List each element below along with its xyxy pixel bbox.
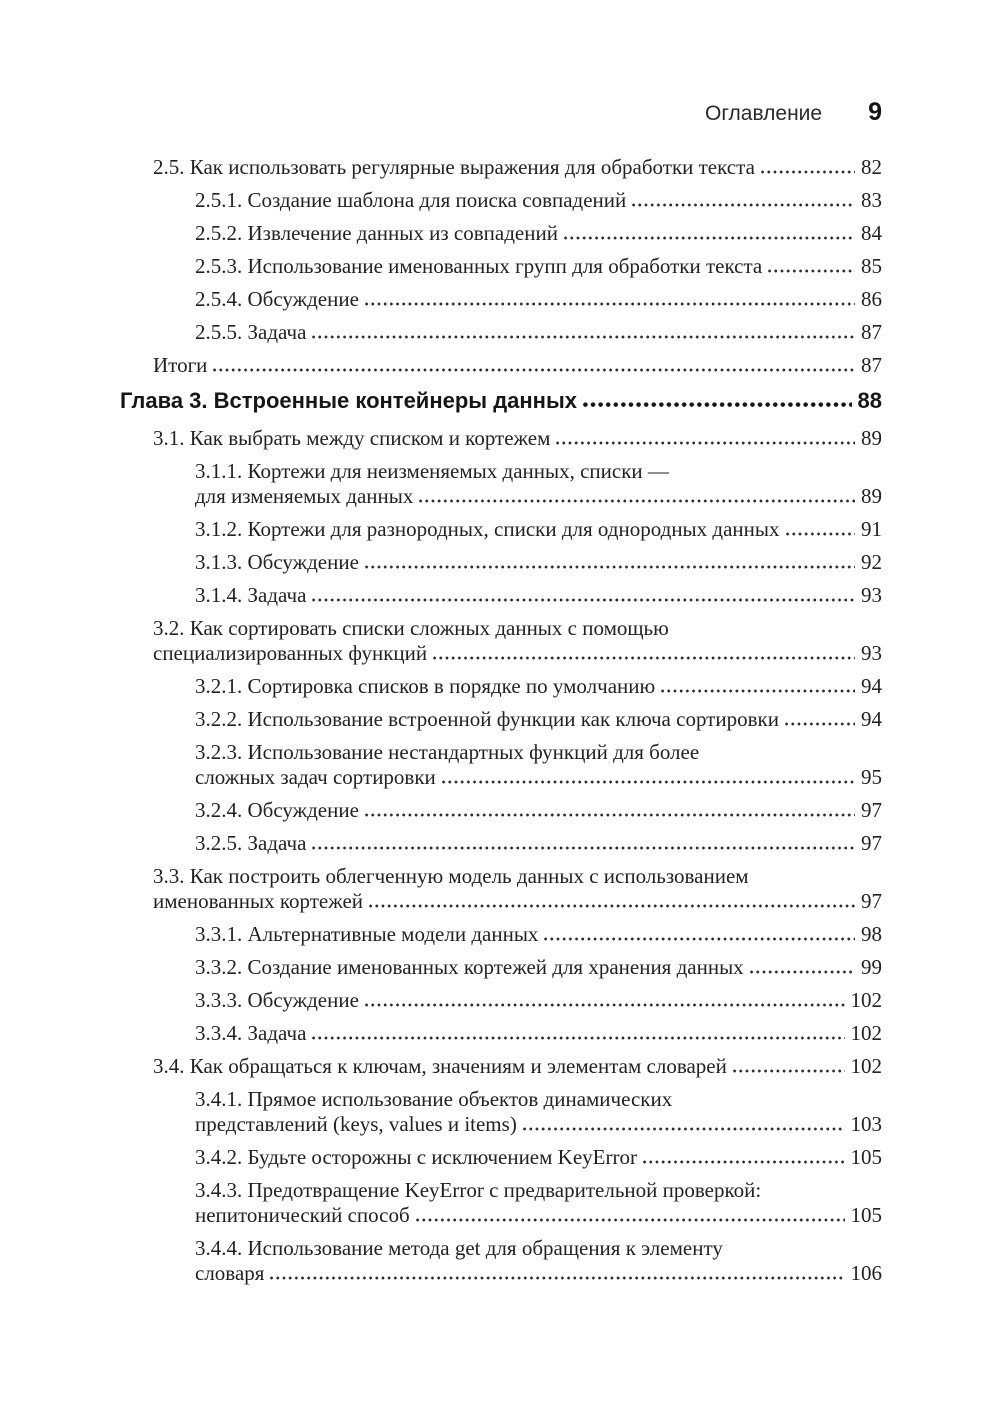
toc-page-number: 95: [861, 765, 882, 789]
toc-entry-row: [195, 550, 882, 575]
toc-entry: [120, 922, 882, 947]
dot-leader: [553, 431, 858, 445]
toc-entry-row: [195, 955, 882, 980]
toc-entry: [120, 254, 882, 279]
toc-entry-title: 3.1.2. Кортежи для разнородных, списки для однородных данных: [195, 517, 780, 541]
dot-leader: [640, 1150, 848, 1164]
toc-page-number: 98: [861, 922, 882, 946]
toc-chapter-entry: [120, 388, 882, 414]
toc-entry-title: 3.3.4. Задача: [195, 1021, 307, 1045]
toc-entry-title: 3.1.4. Задача: [195, 583, 307, 607]
toc-entry-row: [153, 426, 882, 451]
toc-entry-title: для изменяемых данных: [195, 484, 414, 508]
toc-entry: [120, 955, 882, 980]
toc-page-number: 105: [850, 1145, 882, 1169]
toc-page-number: 91: [861, 517, 882, 541]
toc-entry-row: [195, 320, 882, 345]
toc-entry-row: [153, 155, 882, 180]
toc-entry-row: [195, 1021, 882, 1046]
toc-entry-row: [153, 641, 882, 666]
toc-entry-title: непитонический способ: [195, 1203, 410, 1227]
toc-entry-row: [195, 922, 882, 947]
toc-entry: [120, 353, 882, 378]
toc-entry-line: 3.4.3. Предотвращение KeyError с предварительной проверкой:: [195, 1178, 762, 1202]
dot-leader: [747, 960, 858, 974]
toc-entry: [120, 674, 882, 699]
dot-leader: [362, 292, 858, 306]
toc-entry-row: [195, 583, 882, 608]
toc-entry-row: [195, 798, 882, 823]
toc-entry: [120, 287, 882, 312]
toc-entry-line: 3.2. Как сортировать списки сложных данных с помощью: [153, 616, 669, 640]
toc-entry-line: 3.4.1. Прямое использование объектов динамических: [195, 1087, 673, 1111]
toc-entry-title: 3.3.1. Альтернативные модели данных: [195, 922, 539, 946]
toc-entry: [120, 459, 882, 509]
toc-entry: [120, 798, 882, 823]
toc-page-number: 82: [861, 155, 882, 179]
toc-page-number: 84: [861, 221, 882, 245]
toc-page-number: 99: [861, 955, 882, 979]
dot-leader: [561, 226, 858, 240]
toc-entry: [120, 707, 882, 732]
toc-entry-row: [195, 188, 882, 213]
toc-page-number: 89: [861, 484, 882, 508]
toc-entry-row: [195, 831, 882, 856]
toc-page-number: 94: [861, 674, 882, 698]
toc-entry: [120, 1087, 882, 1137]
toc-entry-row: [195, 1261, 882, 1286]
toc-entry-title: 2.5.4. Обсуждение: [195, 287, 359, 311]
toc-entry: [120, 188, 882, 213]
toc-entry-title: Глава 3. Встроенные контейнеры данных: [120, 388, 577, 413]
toc-entry: [120, 517, 882, 542]
toc-entry-row: [195, 287, 882, 312]
toc-entry-title: именованных кортежей: [153, 889, 364, 913]
toc-entry-row: [195, 1145, 882, 1170]
toc-entry-title: 3.3.2. Создание именованных кортежей для хранения данных: [195, 955, 744, 979]
toc-entry-row: [120, 388, 882, 414]
toc-entry-title: 3.2.1. Сортировка списков в порядке по умолчанию: [195, 674, 656, 698]
toc-entry-row: [195, 254, 882, 279]
toc-entry-row: [195, 221, 882, 246]
dot-leader: [430, 646, 858, 660]
toc-entry-row: [195, 1203, 882, 1228]
toc-entry-line: 3.4.4. Использование метода get для обращения к элементу: [195, 1236, 723, 1260]
toc-page-number: 97: [861, 798, 882, 822]
dot-leader: [362, 555, 858, 569]
dot-leader: [658, 679, 858, 693]
dot-leader: [366, 894, 858, 908]
toc-entry-row: [195, 707, 882, 732]
dot-leader: [580, 393, 855, 408]
toc-entry-title: 3.2.5. Задача: [195, 831, 307, 855]
toc-entry-title: 2.5.5. Задача: [195, 320, 307, 344]
toc-entry-row: [153, 889, 882, 914]
toc-page-number: 86: [861, 287, 882, 311]
toc-entry-title: 2.5. Как использовать регулярные выражения для обработки текста: [153, 155, 755, 179]
toc-page-number: 89: [861, 426, 882, 450]
toc-entry-row: [195, 988, 882, 1013]
toc-entry-title: представлений (keys, values и items): [195, 1112, 517, 1136]
dot-leader: [758, 160, 858, 174]
dot-leader: [362, 803, 858, 817]
toc-entry-row: [195, 674, 882, 699]
page-header: [705, 98, 882, 127]
toc-entry-title: 2.5.1. Создание шаблона для поиска совпадений: [195, 188, 627, 212]
toc-entry-title: 3.4.2. Будьте осторожны с исключением KeyError: [195, 1145, 637, 1169]
toc-page-number: 97: [861, 889, 882, 913]
toc-entry: [120, 616, 882, 666]
toc-entry: [120, 550, 882, 575]
toc-entry-title: сложных задач сортировки: [195, 765, 436, 789]
toc-entry-row: [195, 484, 882, 509]
dot-leader: [413, 1208, 848, 1222]
toc-entry-line: 3.2.3. Использование нестандартных функций для более: [195, 740, 700, 764]
dot-leader: [309, 1026, 847, 1040]
toc-entry: [120, 988, 882, 1013]
toc-entry: [120, 864, 882, 914]
toc-entry-title: 2.5.2. Извлечение данных из совпадений: [195, 221, 558, 245]
toc-entry-title: 3.4. Как обращаться к ключам, значениям и элементам словарей: [153, 1054, 727, 1078]
toc-entry-title: 2.5.3. Использование именованных групп для обработки текста: [195, 254, 763, 278]
dot-leader: [309, 588, 858, 602]
toc-entry: [120, 831, 882, 856]
toc-entry: [120, 1178, 882, 1228]
toc-page-number: 83: [861, 188, 882, 212]
toc-page-number: 106: [850, 1261, 882, 1285]
toc-page-number: 97: [861, 831, 882, 855]
dot-leader: [309, 325, 858, 339]
toc-page-number: 102: [850, 1054, 882, 1078]
toc-entry-title: Итоги: [153, 353, 208, 377]
running-title: Оглавление: [705, 102, 823, 125]
toc-entry: [120, 221, 882, 246]
dot-leader: [782, 712, 858, 726]
toc-page-number: 88: [857, 388, 882, 413]
toc-entry: [120, 1021, 882, 1046]
toc-entry: [120, 320, 882, 345]
dot-leader: [520, 1117, 848, 1131]
toc-entry: [120, 1236, 882, 1286]
dot-leader: [362, 993, 848, 1007]
toc-entry-row: [195, 517, 882, 542]
toc-page-number: 93: [861, 583, 882, 607]
toc-entry-row: [153, 353, 882, 378]
toc-entry: [120, 583, 882, 608]
toc-entry-title: специализированных функций: [153, 641, 428, 665]
toc-entry-title: 3.1. Как выбрать между списком и кортежем: [153, 426, 551, 450]
toc-entry-title: словаря: [195, 1261, 265, 1285]
toc-page-number: 94: [861, 707, 882, 731]
toc-page-number: 93: [861, 641, 882, 665]
toc-entry-line: 3.1.1. Кортежи для неизменяемых данных, списки —: [195, 459, 669, 483]
toc-entry: [120, 155, 882, 180]
dot-leader: [439, 770, 858, 784]
dot-leader: [416, 489, 858, 503]
toc-page-number: 87: [861, 320, 882, 344]
dot-leader: [629, 193, 858, 207]
toc-page-number: 103: [850, 1112, 882, 1136]
toc-entry: [120, 1145, 882, 1170]
dot-leader: [210, 358, 858, 372]
toc-entry: [120, 426, 882, 451]
toc-page-number: 85: [861, 254, 882, 278]
toc-page-number: 102: [850, 1021, 882, 1045]
toc-entry-title: 3.1.3. Обсуждение: [195, 550, 359, 574]
toc-entry: [120, 740, 882, 790]
page-number: 9: [868, 98, 882, 126]
toc-entry-line: 3.3. Как построить облегченную модель данных с использованием: [153, 864, 749, 888]
dot-leader: [309, 836, 858, 850]
dot-leader: [783, 522, 858, 536]
toc-entry-row: [153, 1054, 882, 1079]
toc-entry: [120, 1054, 882, 1079]
dot-leader: [541, 927, 858, 941]
toc-entry-title: 3.3.3. Обсуждение: [195, 988, 359, 1012]
toc-entry-row: [195, 1112, 882, 1137]
toc-entry-title: 3.2.4. Обсуждение: [195, 798, 359, 822]
toc-page-number: 87: [861, 353, 882, 377]
toc-page-number: 92: [861, 550, 882, 574]
dot-leader: [765, 259, 858, 273]
toc-page-number: 102: [850, 988, 882, 1012]
toc-page-number: 105: [850, 1203, 882, 1227]
toc-entry-row: [195, 765, 882, 790]
toc-list: [120, 155, 882, 1294]
dot-leader: [730, 1059, 848, 1073]
dot-leader: [267, 1266, 847, 1280]
toc-entry-title: 3.2.2. Использование встроенной функции как ключа сортировки: [195, 707, 779, 731]
